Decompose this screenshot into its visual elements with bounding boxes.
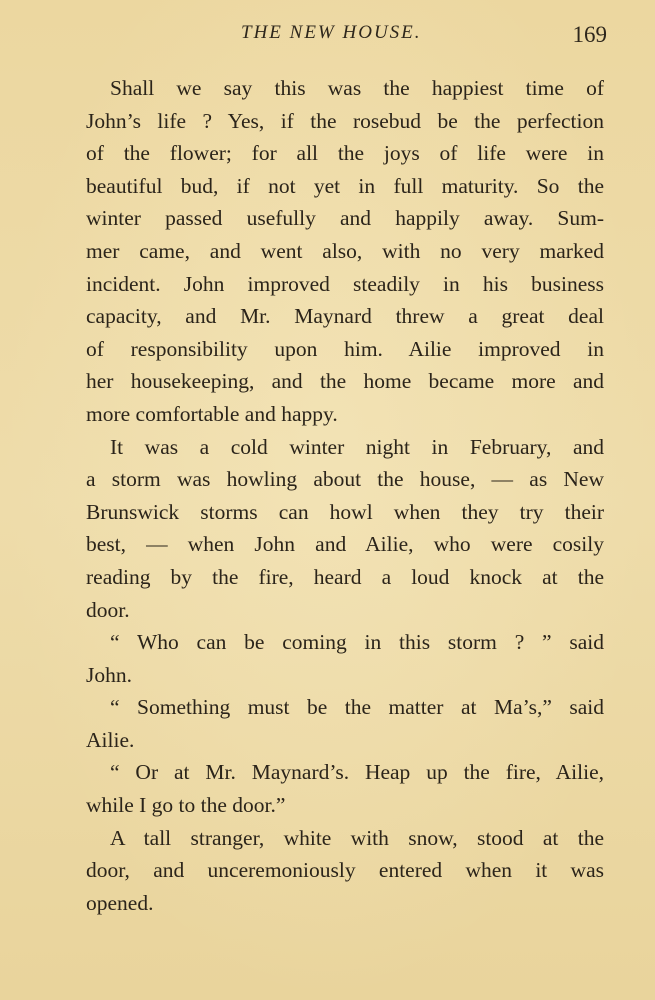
text-line: Brunswick storms can howl when they try their — [86, 499, 604, 524]
text-line: “ Who can be coming in this storm ? ” said — [110, 630, 604, 655]
text-line: Shall we say this was the happiest time of — [110, 76, 604, 100]
text-line: It was a cold winter night in February, and — [110, 434, 604, 459]
text-line: mer came, and went also, with no very marked — [86, 238, 604, 263]
text-line: capacity, and Mr. Maynard threw a great deal — [86, 304, 604, 329]
text-line: best, — when John and Ailie, who were cosily — [86, 532, 604, 557]
text-line: A tall stranger, white with snow, stood at the — [110, 825, 604, 850]
text-line: incident. John improved steadily in his business — [86, 271, 604, 296]
text-line: “ Something must be the matter at Ma’s,” said — [110, 695, 604, 720]
text-line: beautiful bud, if not yet in full maturity. So the — [86, 173, 604, 198]
text-line: opened. — [86, 890, 154, 915]
text-line: winter passed usefully and happily away. Sum- — [86, 206, 604, 231]
text-line: John’s life ? Yes, if the rosebud be the perfection — [86, 108, 604, 133]
text-line: her housekeeping, and the home became more and — [86, 369, 604, 394]
text-line: Ailie. — [86, 727, 135, 752]
text-line: while I go to the door.” — [86, 793, 286, 818]
text-line: more comfortable and happy. — [86, 401, 338, 426]
text-line: “ Or at Mr. Maynard’s. Heap up the fire, Ailie, — [110, 760, 604, 785]
text-line: of responsibility upon him. Ailie improved in — [86, 336, 604, 361]
page-number: 169 — [572, 22, 607, 47]
body-text — [86, 72, 604, 919]
running-head-title: THE NEW HOUSE. — [241, 22, 422, 43]
text-line: John. — [86, 662, 132, 687]
text-line: door. — [86, 597, 130, 622]
text-line: reading by the fire, heard a loud knock at the — [86, 564, 604, 589]
text-line: door, and unceremoniously entered when it was — [86, 858, 604, 883]
text-line: of the flower; for all the joys of life were in — [86, 141, 604, 166]
text-line: a storm was howling about the house, — as New — [86, 467, 604, 492]
